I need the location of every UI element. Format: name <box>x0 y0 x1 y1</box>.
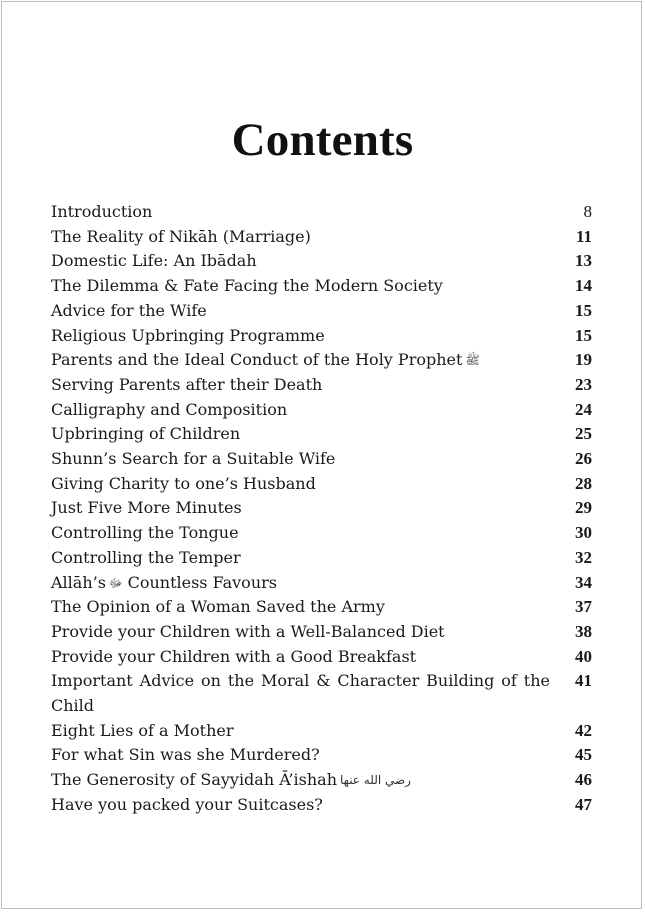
toc-entry-page: 41 <box>575 671 592 691</box>
toc-entry <box>51 595 592 620</box>
toc-entry <box>51 249 592 274</box>
toc-entry-title: Controlling the Temper <box>51 547 241 567</box>
toc-entry-title: Provide your Children with a Good Breakfast <box>51 646 417 666</box>
table-of-contents <box>51 200 592 818</box>
toc-entry <box>51 793 592 818</box>
toc-entry-page: 23 <box>575 374 592 394</box>
toc-entry-page: 25 <box>575 424 592 444</box>
toc-entry-page: 38 <box>575 621 592 641</box>
toc-entry-page: 30 <box>575 523 592 543</box>
toc-entry-title: The Dilemma & Fate Facing the Modern Society <box>51 276 443 296</box>
toc-entry <box>51 768 592 793</box>
toc-entry-page: 37 <box>575 597 592 617</box>
toc-entry <box>51 324 592 349</box>
toc-entry-title: Calligraphy and Composition <box>51 399 288 419</box>
toc-entry-title: The Generosity of Sayyidah Ā’ishah <box>51 770 337 790</box>
toc-entry-title: Parents and the Ideal Conduct of the Holy Prophet <box>51 350 463 370</box>
toc-entry-title: Eight Lies of a Mother <box>51 720 234 740</box>
toc-entry <box>51 521 592 546</box>
toc-entry-page: 29 <box>575 498 592 518</box>
toc-entry-page: 46 <box>575 770 592 790</box>
toc-entry-page: 28 <box>575 473 592 493</box>
toc-entry-title: Controlling the Tongue <box>51 523 239 543</box>
toc-entry-title: Domestic Life: An Ibādah <box>51 251 257 271</box>
toc-entry <box>51 620 592 645</box>
honorific-icon: رضي الله عنها <box>340 773 411 788</box>
toc-entry-page: 47 <box>575 794 592 814</box>
toc-entry <box>51 447 592 472</box>
toc-entry-title: Giving Charity to one’s Husband <box>51 473 316 493</box>
toc-entry <box>51 200 592 225</box>
toc-entry-title: For what Sin was she Murdered? <box>51 745 320 765</box>
toc-entry-page: 45 <box>575 745 592 765</box>
toc-entry-page: 40 <box>575 646 592 666</box>
toc-entry-page: 11 <box>575 226 592 246</box>
toc-entry-title: Have you packed your Suitcases? <box>51 794 323 814</box>
toc-entry-title: Important Advice on the Moral & Character Building of the Child <box>51 671 550 716</box>
toc-entry-page: 19 <box>575 350 592 370</box>
toc-entry-title: Religious Upbringing Programme <box>51 325 325 345</box>
honorific-icon: ﷻ <box>108 575 123 590</box>
toc-entry <box>51 669 592 718</box>
toc-entry-page: 15 <box>575 325 592 345</box>
toc-entry-title: Just Five More Minutes <box>51 498 242 518</box>
toc-entry <box>51 348 592 373</box>
honorific-icon: ﷺ <box>465 353 480 368</box>
toc-entry-title-wrapper <box>51 571 558 596</box>
toc-entry <box>51 546 592 571</box>
toc-entry-page: 14 <box>575 276 592 296</box>
toc-entry <box>51 496 592 521</box>
toc-entry <box>51 719 592 744</box>
toc-entry-title-continued: Countless Favours <box>127 572 277 592</box>
toc-entry-page: 15 <box>575 300 592 320</box>
toc-entry <box>51 645 592 670</box>
toc-entry-page: 32 <box>575 547 592 567</box>
toc-entry-page: 42 <box>575 720 592 740</box>
toc-entry <box>51 225 592 250</box>
page-title: Contents <box>231 114 414 166</box>
toc-entry-title: Provide your Children with a Well-Balanced Diet <box>51 621 445 641</box>
toc-entry-page: 34 <box>575 572 592 592</box>
toc-entry-page: 13 <box>575 251 592 271</box>
toc-entry <box>51 743 592 768</box>
toc-entry-title: Upbringing of Children <box>51 424 241 444</box>
toc-entry <box>51 571 592 596</box>
document-page <box>1 1 642 909</box>
toc-entry-page: 26 <box>575 449 592 469</box>
toc-entry-page: 8 <box>583 202 592 221</box>
toc-entry-title: Advice for the Wife <box>51 300 207 320</box>
toc-entry-title: Serving Parents after their Death <box>51 374 323 394</box>
toc-entry-page: 24 <box>575 399 592 419</box>
toc-entry-title-wrapper <box>51 768 558 793</box>
toc-entry-title-wrapper <box>51 348 558 373</box>
toc-entry <box>51 299 592 324</box>
toc-entry-title: The Opinion of a Woman Saved the Army <box>51 597 385 617</box>
toc-entry-title: Shunn’s Search for a Suitable Wife <box>51 449 336 469</box>
toc-entry <box>51 422 592 447</box>
toc-entry <box>51 373 592 398</box>
toc-entry <box>51 472 592 497</box>
toc-entry-title: Introduction <box>51 202 153 221</box>
toc-entry <box>51 398 592 423</box>
toc-entry-title: The Reality of Nikāh (Marriage) <box>51 226 311 246</box>
toc-entry-title: Allāh’s <box>51 572 106 592</box>
toc-entry <box>51 274 592 299</box>
